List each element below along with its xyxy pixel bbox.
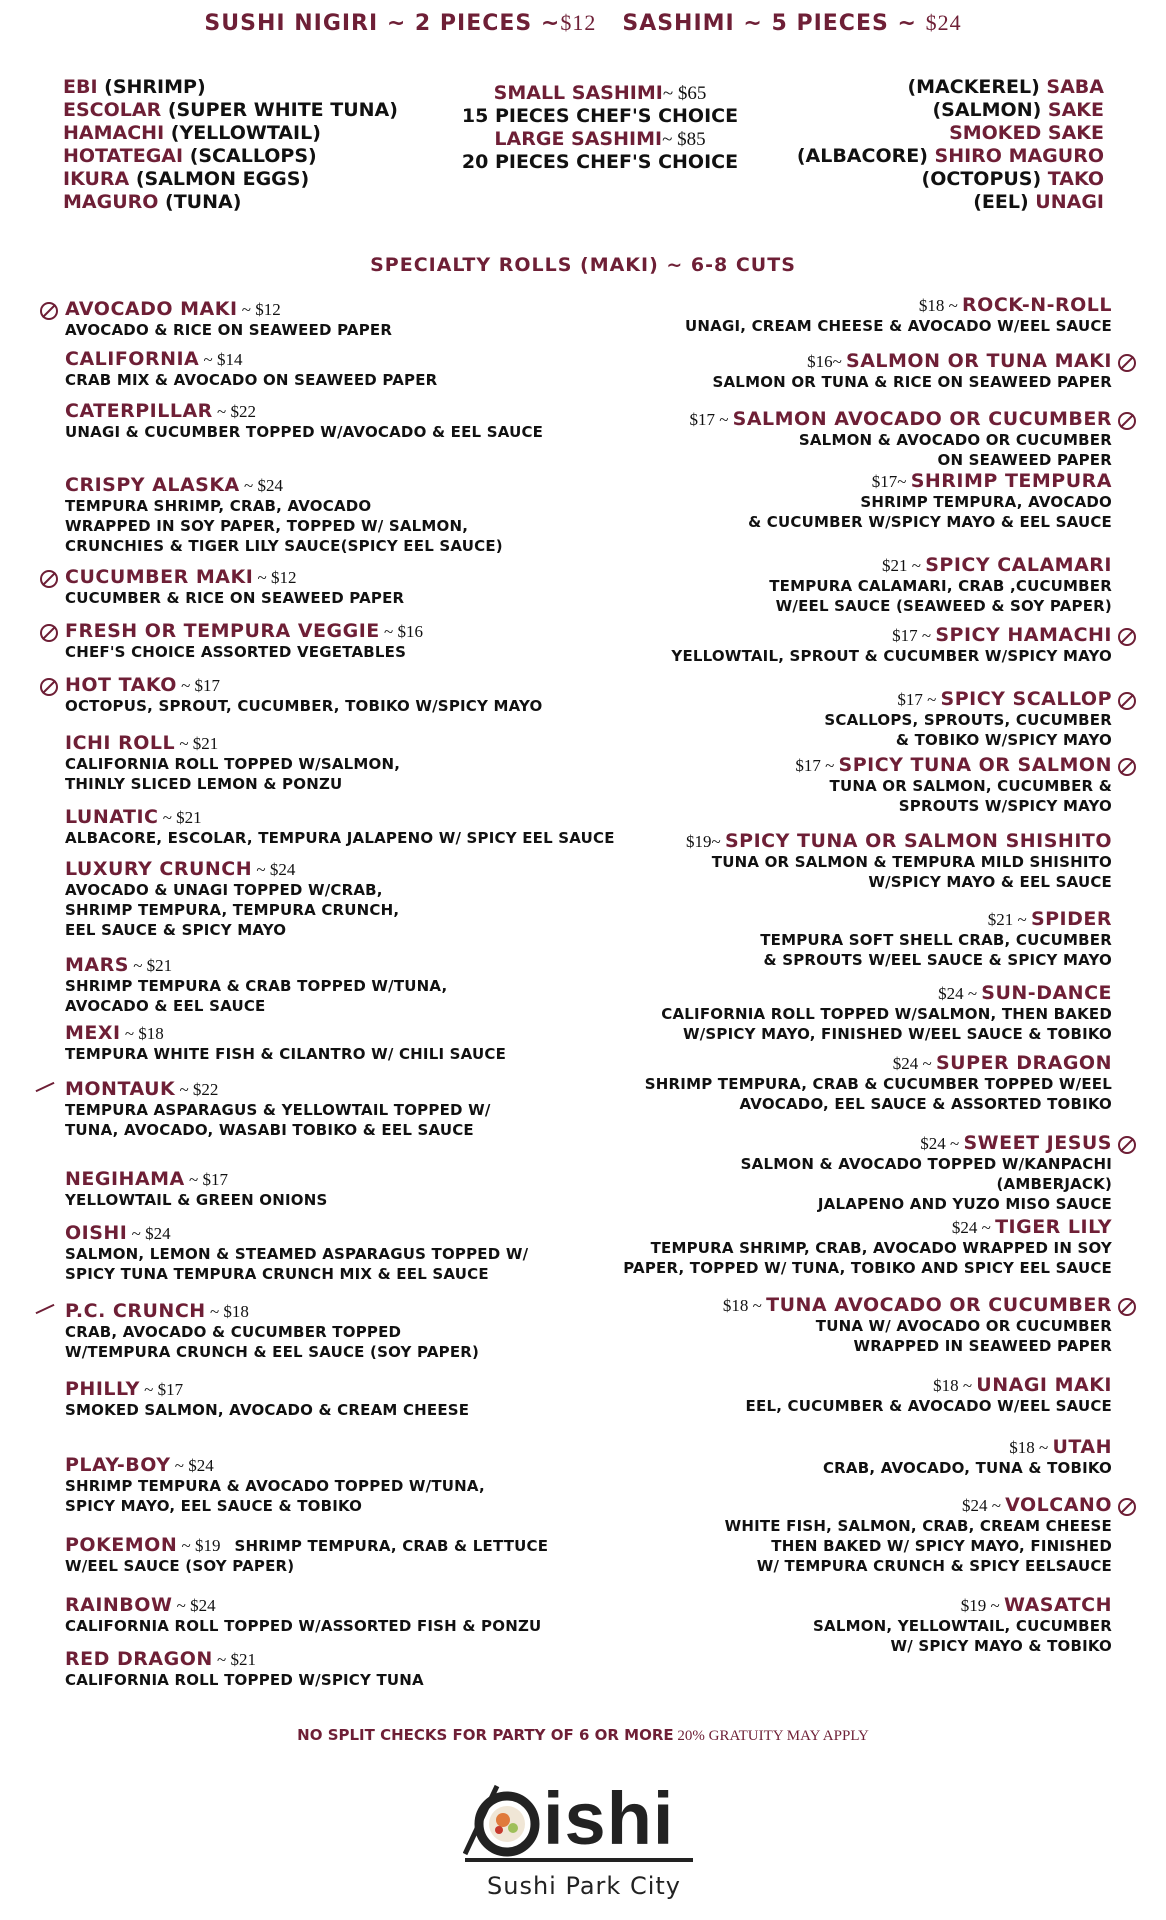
roll-desc: WRAPPED IN SOY PAPER, TOPPED W/ SALMON,	[65, 517, 469, 535]
vegetarian-icon	[40, 624, 58, 642]
roll-desc: AVOCADO & EEL SAUCE	[65, 997, 266, 1015]
roll-title	[492, 554, 1112, 576]
roll-item	[492, 1052, 1112, 1114]
roll-item	[492, 830, 1112, 892]
nigiri-item: (SALMON) SAKE	[932, 99, 1104, 121]
roll-name: TIGER LILY	[995, 1216, 1112, 1238]
roll-item	[492, 624, 1112, 666]
sashimi-platters	[450, 82, 750, 174]
roll-desc: W/TEMPURA CRUNCH & EEL SAUCE (SOY PAPER)	[65, 1343, 480, 1361]
oishi-logo	[463, 1776, 703, 1912]
roll-desc: YELLOWTAIL & GREEN ONIONS	[65, 1191, 328, 1209]
roll-desc: SALMON & AVOCADO TOPPED W/KANPACHI	[740, 1155, 1112, 1173]
roll-desc: TEMPURA SOFT SHELL CRAB, CUCUMBER	[760, 931, 1112, 949]
roll-desc: SPICY TUNA TEMPURA CRUNCH MIX & EEL SAUCE	[65, 1265, 489, 1283]
roll-name: VOLCANO	[1005, 1494, 1112, 1516]
roll-item	[492, 688, 1112, 750]
roll-name: SPICY SCALLOP	[940, 688, 1112, 710]
roll-title	[492, 1132, 1112, 1154]
roll-price: $19~	[686, 832, 725, 851]
roll-price: ~ $18	[120, 1024, 164, 1043]
roll-price: $18 ~	[722, 1296, 767, 1315]
roll-name: SALMON OR TUNA MAKI	[846, 350, 1112, 372]
roll-name: UTAH	[1052, 1436, 1112, 1458]
roll-title	[492, 1374, 1112, 1396]
roll-title	[492, 830, 1112, 852]
platter-desc: 20 PIECES CHEF'S CHOICE	[461, 151, 739, 173]
roll-title	[492, 1216, 1112, 1238]
roll-price: ~ $12	[237, 300, 281, 319]
roll-desc: SALMON, LEMON & STEAMED ASPARAGUS TOPPED W/	[65, 1245, 529, 1263]
roll-name: ROCK-N-ROLL	[962, 294, 1112, 316]
roll-desc: WRAPPED IN SEAWEED PAPER	[853, 1337, 1112, 1355]
vegetarian-icon	[1118, 692, 1136, 710]
roll-title	[492, 1052, 1112, 1074]
roll-name: FRESH OR TEMPURA VEGGIE	[65, 620, 380, 642]
platter-desc: 15 PIECES CHEF'S CHOICE	[461, 105, 739, 127]
roll-price: $24 ~	[920, 1134, 964, 1153]
roll-name: SUN-DANCE	[981, 982, 1112, 1004]
roll-desc: AVOCADO & UNAGI TOPPED W/CRAB,	[65, 881, 383, 899]
roll-name: POKEMON	[65, 1534, 178, 1556]
roll-desc: SALMON, YELLOWTAIL, CUCUMBER	[813, 1617, 1112, 1635]
roll-price: $16~	[807, 352, 847, 371]
roll-price: ~ $17	[184, 1170, 228, 1189]
roll-price: ~ $14	[199, 350, 243, 369]
nigiri-left-list	[63, 76, 398, 214]
roll-title	[492, 982, 1112, 1004]
roll-name: MEXI	[65, 1022, 121, 1044]
roll-price: ~ $19	[177, 1536, 221, 1555]
roll-inline-desc: SHRIMP TEMPURA, CRAB & LETTUCE	[234, 1537, 549, 1555]
roll-name: SUPER DRAGON	[935, 1052, 1112, 1074]
roll-desc: EEL, CUCUMBER & AVOCADO W/EEL SAUCE	[745, 1397, 1112, 1415]
nigiri-item: IKURA (SALMON EGGS)	[63, 168, 310, 190]
roll-name: SALMON AVOCADO OR CUCUMBER	[732, 408, 1112, 430]
roll-desc: WHITE FISH, SALMON, CRAB, CREAM CHEESE	[724, 1517, 1112, 1535]
roll-price: ~ $21	[175, 734, 219, 753]
vegetarian-icon	[1118, 354, 1136, 372]
roll-price: ~ $21	[212, 1650, 256, 1669]
nigiri-sashimi-header	[0, 10, 1166, 36]
roll-desc: JALAPENO AND YUZO MISO SAUCE	[817, 1195, 1112, 1213]
nigiri-price: $12	[560, 10, 597, 35]
roll-desc: & CUCUMBER W/SPICY MAYO & EEL SAUCE	[748, 513, 1112, 531]
roll-price: $17 ~	[689, 410, 733, 429]
roll-price: $24 ~	[892, 1054, 936, 1073]
vegetarian-icon	[1118, 758, 1136, 776]
vegetarian-icon	[40, 570, 58, 588]
roll-price: ~ $22	[212, 402, 256, 421]
roll-name: SWEET JESUS	[963, 1132, 1112, 1154]
roll-title	[492, 1594, 1112, 1616]
roll-title	[492, 1436, 1112, 1458]
roll-desc: EEL SAUCE & SPICY MAYO	[65, 921, 287, 939]
roll-name: UNAGI MAKI	[976, 1374, 1112, 1396]
roll-name: HOT TAKO	[65, 674, 177, 696]
vegetarian-icon	[40, 302, 58, 320]
vegetarian-icon	[1118, 1136, 1136, 1154]
roll-price: $17 ~	[795, 756, 839, 775]
roll-desc: TUNA OR SALMON & TEMPURA MILD SHISHITO	[711, 853, 1112, 871]
sashimi-price: $24	[925, 10, 962, 35]
roll-name: SPIDER	[1030, 908, 1112, 930]
roll-desc: TUNA OR SALMON, CUCUMBER &	[829, 777, 1112, 795]
nigiri-item: HOTATEGAI (SCALLOPS)	[63, 145, 317, 167]
roll-item	[492, 1294, 1112, 1356]
roll-name: RAINBOW	[65, 1594, 173, 1616]
footer-text: NO SPLIT CHECKS FOR PARTY OF 6 OR MORE	[297, 1726, 674, 1744]
vegetarian-icon	[1118, 1298, 1136, 1316]
nigiri-right-list	[797, 76, 1104, 214]
footer-notice	[0, 1726, 1166, 1745]
roll-price: ~ $21	[158, 808, 202, 827]
platter-title: SMALL SASHIMI~ $65	[493, 82, 707, 104]
roll-name: SPICY TUNA OR SALMON SHISHITO	[725, 830, 1112, 852]
roll-price: ~ $24	[252, 860, 296, 879]
roll-price: $17 ~	[892, 626, 936, 645]
roll-price: $19 ~	[960, 1596, 1004, 1615]
roll-name: ICHI ROLL	[65, 732, 176, 754]
nigiri-item: (EEL) UNAGI	[973, 191, 1104, 213]
roll-name: CALIFORNIA	[65, 348, 200, 370]
roll-item	[492, 1594, 1112, 1656]
roll-name: NEGIHAMA	[65, 1168, 185, 1190]
roll-name: CATERPILLAR	[65, 400, 213, 422]
vegetarian-icon	[40, 678, 58, 696]
roll-desc: SPICY MAYO, EEL SAUCE & TOBIKO	[65, 1497, 363, 1515]
roll-price: $17~	[871, 472, 911, 491]
roll-desc: SHRIMP TEMPURA & AVOCADO TOPPED W/TUNA,	[65, 1477, 485, 1495]
roll-desc: TUNA W/ AVOCADO OR CUCUMBER	[815, 1317, 1112, 1335]
roll-price: $21 ~	[882, 556, 926, 575]
roll-name: SPICY CALAMARI	[925, 554, 1112, 576]
roll-desc: CALIFORNIA ROLL TOPPED W/SALMON, THEN BAKED	[661, 1005, 1112, 1023]
roll-desc: CHEF'S CHOICE ASSORTED VEGETABLES	[65, 643, 407, 661]
roll-item	[492, 294, 1112, 336]
roll-desc: UNAGI, CREAM CHEESE & AVOCADO W/EEL SAUCE	[685, 317, 1112, 335]
roll-desc: SALMON & AVOCADO OR CUCUMBER	[798, 431, 1112, 449]
roll-name: RED DRAGON	[65, 1648, 213, 1670]
roll-desc: TEMPURA SHRIMP, CRAB, AVOCADO WRAPPED IN SOY	[650, 1239, 1112, 1257]
roll-desc: CALIFORNIA ROLL TOPPED W/ASSORTED FISH & PONZU	[65, 1617, 542, 1635]
chopsticks-icon	[36, 1304, 55, 1314]
roll-title	[492, 408, 1112, 430]
roll-title	[492, 350, 1112, 372]
roll-desc: & SPROUTS W/EEL SAUCE & SPICY MAYO	[763, 951, 1112, 969]
roll-desc: SPROUTS W/SPICY MAYO	[898, 797, 1112, 815]
roll-desc: AVOCADO & RICE ON SEAWEED PAPER	[65, 321, 393, 339]
roll-item	[492, 1436, 1112, 1478]
roll-desc: THEN BAKED W/ SPICY MAYO, FINISHED	[771, 1537, 1112, 1555]
roll-name: P.C. CRUNCH	[65, 1300, 206, 1322]
vegetarian-icon	[1118, 1498, 1136, 1516]
roll-name: PLAY-BOY	[65, 1454, 171, 1476]
roll-desc: ALBACORE, ESCOLAR, TEMPURA JALAPENO W/ SPICY EEL SAUCE	[65, 829, 615, 847]
roll-price: ~ $24	[239, 476, 283, 495]
roll-name: MONTAUK	[65, 1078, 176, 1100]
roll-desc: TUNA, AVOCADO, WASABI TOBIKO & EEL SAUCE	[65, 1121, 474, 1139]
roll-item	[492, 1132, 1112, 1214]
roll-price: ~ $16	[379, 622, 423, 641]
roll-title	[492, 908, 1112, 930]
roll-desc: W/ TEMPURA CRUNCH & SPICY EELSAUCE	[756, 1557, 1112, 1575]
nigiri-item: EBI (SHRIMP)	[63, 76, 206, 98]
roll-title	[492, 470, 1112, 492]
platter-title: LARGE SASHIMI~ $85	[494, 128, 706, 150]
roll-title	[492, 1494, 1112, 1516]
roll-desc: W/SPICY MAYO, FINISHED W/EEL SAUCE & TOBIKO	[682, 1025, 1112, 1043]
sashimi-label: SASHIMI ~ 5 PIECES ~	[622, 11, 917, 36]
roll-item	[492, 1494, 1112, 1576]
roll-price: ~ $12	[253, 568, 297, 587]
nigiri-item: (ALBACORE) SHIRO MAGURO	[796, 145, 1104, 167]
roll-desc: W/SPICY MAYO & EEL SAUCE	[868, 873, 1112, 891]
roll-name: TUNA AVOCADO OR CUCUMBER	[766, 1294, 1112, 1316]
roll-item	[492, 908, 1112, 970]
nigiri-item: (OCTOPUS) TAKO	[921, 168, 1104, 190]
roll-price: $24 ~	[961, 1496, 1006, 1515]
roll-price: ~ $24	[172, 1596, 216, 1615]
roll-price: $24 ~	[951, 1218, 996, 1237]
footer-gratuity: 20% GRATUITY MAY APPLY	[673, 1728, 869, 1744]
roll-desc: (AMBERJACK)	[996, 1175, 1112, 1193]
roll-desc: YELLOWTAIL, SPROUT & CUCUMBER W/SPICY MAYO	[671, 647, 1112, 665]
roll-desc: CUCUMBER & RICE ON SEAWEED PAPER	[65, 589, 405, 607]
roll-price: $24 ~	[938, 984, 982, 1003]
roll-desc: TEMPURA ASPARAGUS & YELLOWTAIL TOPPED W/	[65, 1101, 491, 1119]
roll-price: $18 ~	[1009, 1438, 1053, 1457]
nigiri-label: SUSHI NIGIRI ~ 2 PIECES ~	[204, 11, 561, 36]
roll-title	[492, 688, 1112, 710]
nigiri-item: SMOKED SAKE	[949, 122, 1104, 144]
nigiri-item: ESCOLAR (SUPER WHITE TUNA)	[63, 99, 398, 121]
roll-desc: THINLY SLICED LEMON & PONZU	[65, 775, 343, 793]
roll-desc: UNAGI & CUCUMBER TOPPED W/AVOCADO & EEL SAUCE	[65, 423, 544, 441]
roll-desc: & TOBIKO W/SPICY MAYO	[895, 731, 1112, 749]
roll-desc: TEMPURA WHITE FISH & CILANTRO W/ CHILI SAUCE	[65, 1045, 507, 1063]
roll-price: ~ $17	[139, 1380, 184, 1399]
nigiri-item: MAGURO (TUNA)	[63, 191, 242, 213]
roll-desc: CRAB, AVOCADO & CUCUMBER TOPPED	[65, 1323, 402, 1341]
roll-item	[492, 1216, 1112, 1278]
roll-item	[492, 350, 1112, 392]
roll-name: LUXURY CRUNCH	[65, 858, 253, 880]
roll-desc: OCTOPUS, SPROUT, CUCUMBER, TOBIKO W/SPICY MAYO	[65, 697, 543, 715]
roll-price: ~ $24	[127, 1224, 171, 1243]
vegetarian-icon	[1118, 412, 1136, 430]
roll-name: OISHI	[65, 1222, 128, 1244]
roll-desc: PAPER, TOPPED W/ TUNA, TOBIKO AND SPICY EEL SAUCE	[623, 1259, 1112, 1277]
roll-item	[492, 408, 1112, 470]
roll-item	[492, 1374, 1112, 1416]
roll-item	[492, 982, 1112, 1044]
roll-name: SHRIMP TEMPURA	[910, 470, 1112, 492]
roll-item	[492, 754, 1112, 816]
roll-name: AVOCADO MAKI	[65, 298, 238, 320]
roll-desc: TEMPURA SHRIMP, CRAB, AVOCADO	[65, 497, 372, 515]
roll-desc: SMOKED SALMON, AVOCADO & CREAM CHEESE	[65, 1401, 470, 1419]
roll-name: LUNATIC	[65, 806, 159, 828]
roll-name: CUCUMBER MAKI	[65, 566, 254, 588]
chopsticks-icon	[36, 1082, 55, 1092]
roll-item	[492, 470, 1112, 532]
roll-price: $21 ~	[987, 910, 1031, 929]
roll-price: ~ $24	[170, 1456, 214, 1475]
roll-desc: W/EEL SAUCE (SEAWEED & SOY PAPER)	[775, 597, 1112, 615]
roll-price: $18 ~	[933, 1376, 977, 1395]
roll-desc: CALIFORNIA ROLL TOPPED W/SPICY TUNA	[65, 1671, 424, 1689]
roll-title	[492, 294, 1112, 316]
roll-desc: SCALLOPS, SPROUTS, CUCUMBER	[824, 711, 1112, 729]
roll-desc: W/EEL SAUCE (SOY PAPER)	[65, 1557, 295, 1575]
roll-desc: SHRIMP TEMPURA, CRAB & CUCUMBER TOPPED W/EEL	[644, 1075, 1112, 1093]
roll-title	[492, 1294, 1112, 1316]
roll-price: ~ $21	[128, 956, 173, 975]
roll-price: ~ $18	[205, 1302, 249, 1321]
roll-desc: SHRIMP TEMPURA, TEMPURA CRUNCH,	[65, 901, 400, 919]
roll-desc: W/ SPICY MAYO & TOBIKO	[890, 1637, 1112, 1655]
roll-desc: CALIFORNIA ROLL TOPPED W/SALMON,	[65, 755, 401, 773]
roll-price: $17 ~	[897, 690, 941, 709]
roll-title	[492, 624, 1112, 646]
roll-desc: CRUNCHIES & TIGER LILY SAUCE(SPICY EEL SAUCE)	[65, 537, 503, 555]
roll-desc: SHRIMP TEMPURA, AVOCADO	[860, 493, 1112, 511]
specialty-heading: SPECIALTY ROLLS (MAKI) ~ 6-8 CUTS	[370, 254, 796, 276]
roll-name: WASATCH	[1003, 1594, 1112, 1616]
vegetarian-icon	[1118, 628, 1136, 646]
roll-name: MARS	[65, 954, 129, 976]
roll-title	[492, 754, 1112, 776]
roll-price: ~ $17	[176, 676, 221, 695]
roll-name: SPICY TUNA OR SALMON	[838, 754, 1112, 776]
roll-desc: SALMON OR TUNA & RICE ON SEAWEED PAPER	[712, 373, 1112, 391]
roll-name: CRISPY ALASKA	[65, 474, 240, 496]
nigiri-item: (MACKEREL) SABA	[907, 76, 1104, 98]
roll-item	[492, 554, 1112, 616]
roll-name: SPICY HAMACHI	[935, 624, 1112, 646]
roll-desc: ON SEAWEED PAPER	[937, 451, 1112, 469]
roll-price: ~ $22	[175, 1080, 219, 1099]
roll-desc: CRAB, AVOCADO, TUNA & TOBIKO	[822, 1459, 1112, 1477]
roll-desc: AVOCADO, EEL SAUCE & ASSORTED TOBIKO	[739, 1095, 1112, 1113]
roll-desc: TEMPURA CALAMARI, CRAB ,CUCUMBER	[769, 577, 1112, 595]
roll-name: PHILLY	[65, 1378, 140, 1400]
nigiri-item: HAMACHI (YELLOWTAIL)	[63, 122, 321, 144]
roll-desc: SHRIMP TEMPURA & CRAB TOPPED W/TUNA,	[65, 977, 448, 995]
logo-subtitle: Sushi Park City	[487, 1872, 681, 1900]
roll-price: $18 ~	[918, 296, 963, 315]
roll-desc: CRAB MIX & AVOCADO ON SEAWEED PAPER	[65, 371, 438, 389]
logo-wordmark: ishi	[543, 1777, 675, 1860]
